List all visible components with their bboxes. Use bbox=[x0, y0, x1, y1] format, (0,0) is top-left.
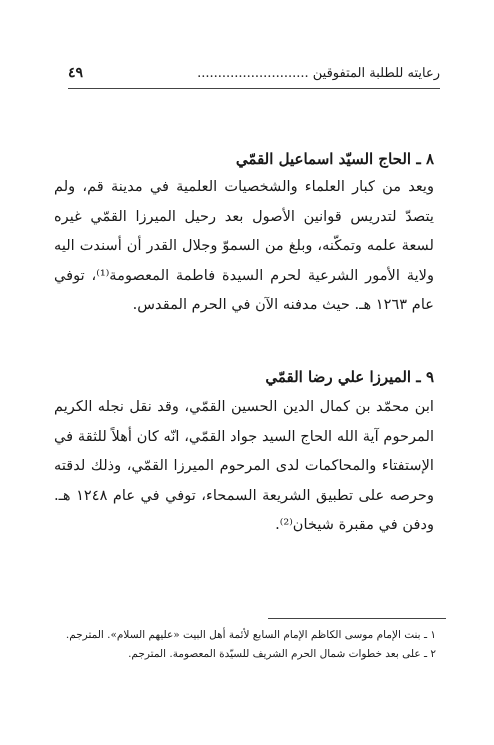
footnotes bbox=[46, 626, 436, 664]
running-title: رعايته للطلبة المتفوقين ........................... bbox=[197, 65, 440, 81]
footnote-2: ٢ ـ على بعد خطوات شمال الحرم الشريف للسيّدة المعصومة. المترجم. bbox=[128, 648, 436, 660]
section-heading-8: ٨ ـ الحاج السيّد اسماعيل القمّي bbox=[235, 150, 434, 168]
section-paragraph-8 bbox=[54, 172, 434, 320]
paragraph-text: ويعد من كبار العلماء والشخصيات العلمية في مدينة قم، ولم يتصدّ لتدريس قوانين الأصول بعد رحيل الميرزا القمّي غيره لسعة علمه وتمكّنه، وبلغ من السموّ وجلال القدر أن أسندت اليه ولاية الأمور الشرعية لحرم السيدة فاطمة المعصومة⁽¹⁾، توفي عام ١٢٦٣ هـ. حيث مدفنه الآن في الحرم المقدس. bbox=[54, 178, 434, 313]
footnote-1: ١ ـ بنت الإمام موسى الكاظم الإمام السابع لأئمة أهل البيت «عليهم السلام». المترجم. bbox=[65, 629, 436, 641]
page-number: ٤٩ bbox=[68, 65, 84, 81]
section-heading-9: ٩ ـ الميرزا علي رضا القمّي bbox=[265, 368, 434, 386]
running-header bbox=[68, 62, 440, 84]
section-paragraph-9 bbox=[54, 392, 434, 540]
paragraph-text: ابن محمّد بن كمال الدين الحسين القمّي، وقد نقل نجله الكريم المرحوم آية الله الحاج السيد جواد القمّي، انّه كان أهلاً للثقة في الإستفتاء والمحاكمات لدى المرحوم الميرزا القمّي، وذلك لدقته وحرصه على تطبيق الشريعة السمحاء، توفي في عام ١٢٤٨ هـ. ودفن في مقبرة شيخان⁽²⁾. bbox=[54, 398, 434, 533]
header-divider bbox=[68, 88, 440, 89]
footnote-divider bbox=[268, 618, 446, 619]
